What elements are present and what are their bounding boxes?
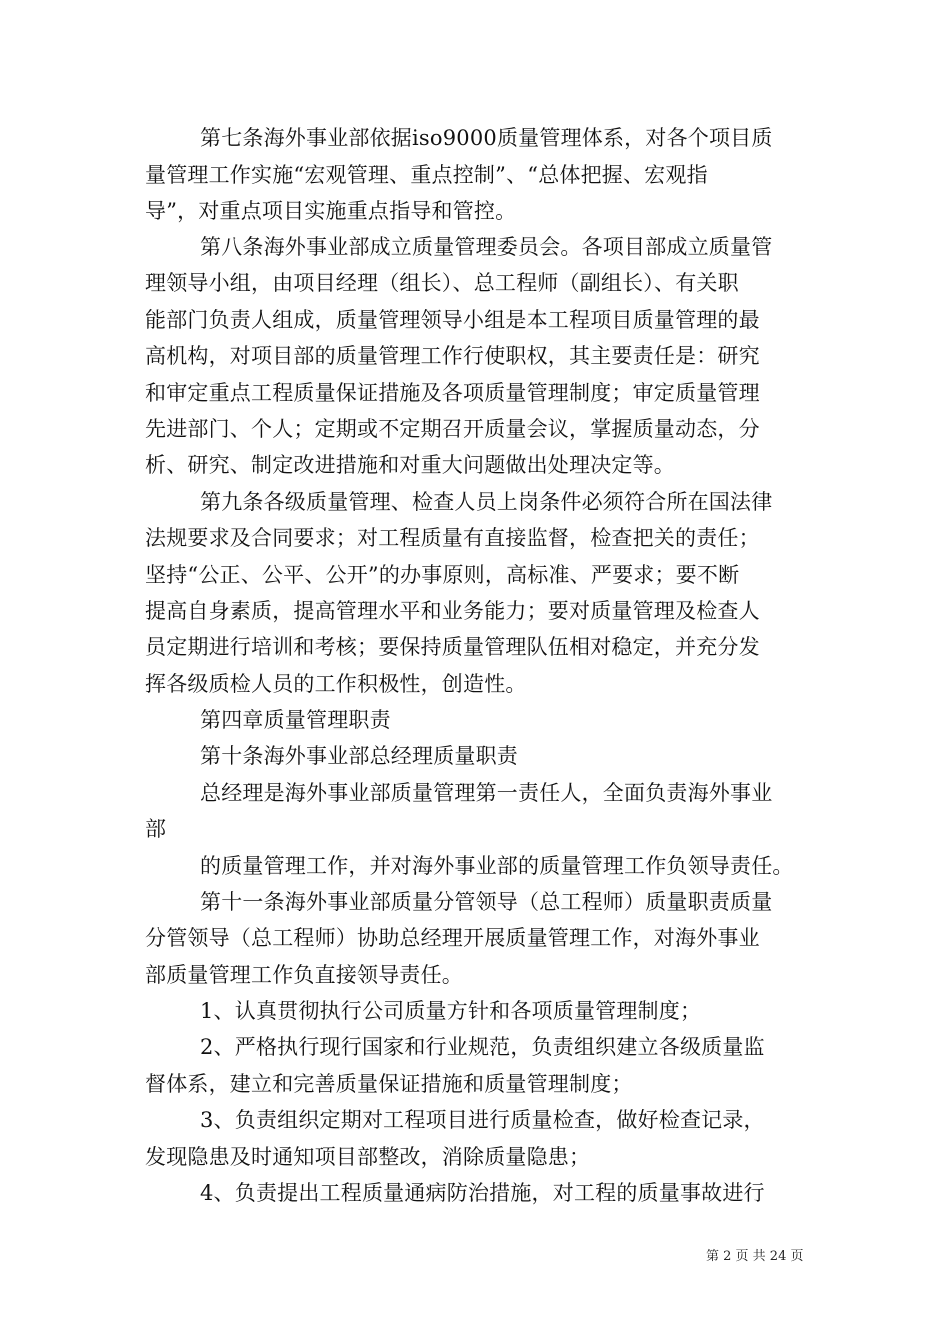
text-line: 能部门负责人组成，质量管理领导小组是本工程项目质量管理的最 xyxy=(145,308,760,332)
text-line: 总经理是海外事业部质量管理第一责任人，全面负责海外事业 xyxy=(200,781,773,805)
article-heading: 第十条海外事业部总经理质量职责 xyxy=(200,744,518,768)
list-item: 2、严格执行现行国家和行业规范，负责组织建立各级质量监 xyxy=(200,1035,765,1059)
text-line: 督体系，建立和完善质量保证措施和质量管理制度； xyxy=(145,1072,633,1096)
text-line: 发现隐患及时通知项目部整改，消除质量隐患； xyxy=(145,1145,591,1169)
text-line: 员定期进行培训和考核；要保持质量管理队伍相对稳定，并充分发 xyxy=(145,635,760,659)
text-line: 提高自身素质，提高管理水平和业务能力；要对质量管理及检查人 xyxy=(145,599,760,623)
text-line: 的质量管理工作，并对海外事业部的质量管理工作负领导责任。 xyxy=(200,854,794,878)
text-line: 析、研究、制定改进措施和对重大问题做出处理决定等。 xyxy=(145,453,675,477)
text-line: 部质量管理工作负直接领导责任。 xyxy=(145,963,463,987)
text-line: 分管领导（总工程师）协助总经理开展质量管理工作，对海外事业 xyxy=(145,926,760,950)
page-number: 第 2 页 共 24 页 xyxy=(706,1249,804,1264)
text-line: 第七条海外事业部依据iso9000质量管理体系，对各个项目质 xyxy=(200,126,773,150)
text-line: 法规要求及合同要求；对工程质量有直接监督，检查把关的责任； xyxy=(145,526,760,550)
text-line: 坚持“公正、公平、公开”的办事原则，高标准、严要求；要不断 xyxy=(145,563,740,587)
list-item: 1、认真贯彻执行公司质量方针和各项质量管理制度； xyxy=(200,999,702,1023)
chapter-heading: 第四章质量管理职责 xyxy=(200,708,391,732)
text-line: 部 xyxy=(145,817,167,841)
text-line: 量管理工作实施“宏观管理、重点控制”、“总体把握、宏观指 xyxy=(145,163,708,187)
list-item: 3、负责组织定期对工程项目进行质量检查，做好检查记录， xyxy=(200,1108,765,1132)
text-line: 高机构，对项目部的质量管理工作行使职权，其主要责任是：研究 xyxy=(145,344,760,368)
text-line: 第九条各级质量管理、检查人员上岗条件必须符合所在国法律 xyxy=(200,490,773,514)
text-line: 理领导小组，由项目经理（组长）、总工程师（副组长）、有关职 xyxy=(145,271,739,295)
text-line: 和审定重点工程质量保证措施及各项质量管理制度；审定质量管理 xyxy=(145,381,760,405)
text-line: 导”，对重点项目实施重点指导和管控。 xyxy=(145,199,517,223)
text-line: 挥各级质检人员的工作积极性，创造性。 xyxy=(145,672,527,696)
list-item: 4、负责提出工程质量通病防治措施，对工程的质量事故进行 xyxy=(200,1181,765,1205)
text-line: 第十一条海外事业部质量分管领导（总工程师）质量职责质量 xyxy=(200,890,773,914)
text-line: 先进部门、个人；定期或不定期召开质量会议，掌握质量动态，分 xyxy=(145,417,760,441)
text-line: 第八条海外事业部成立质量管理委员会。各项目部成立质量管 xyxy=(200,235,773,259)
